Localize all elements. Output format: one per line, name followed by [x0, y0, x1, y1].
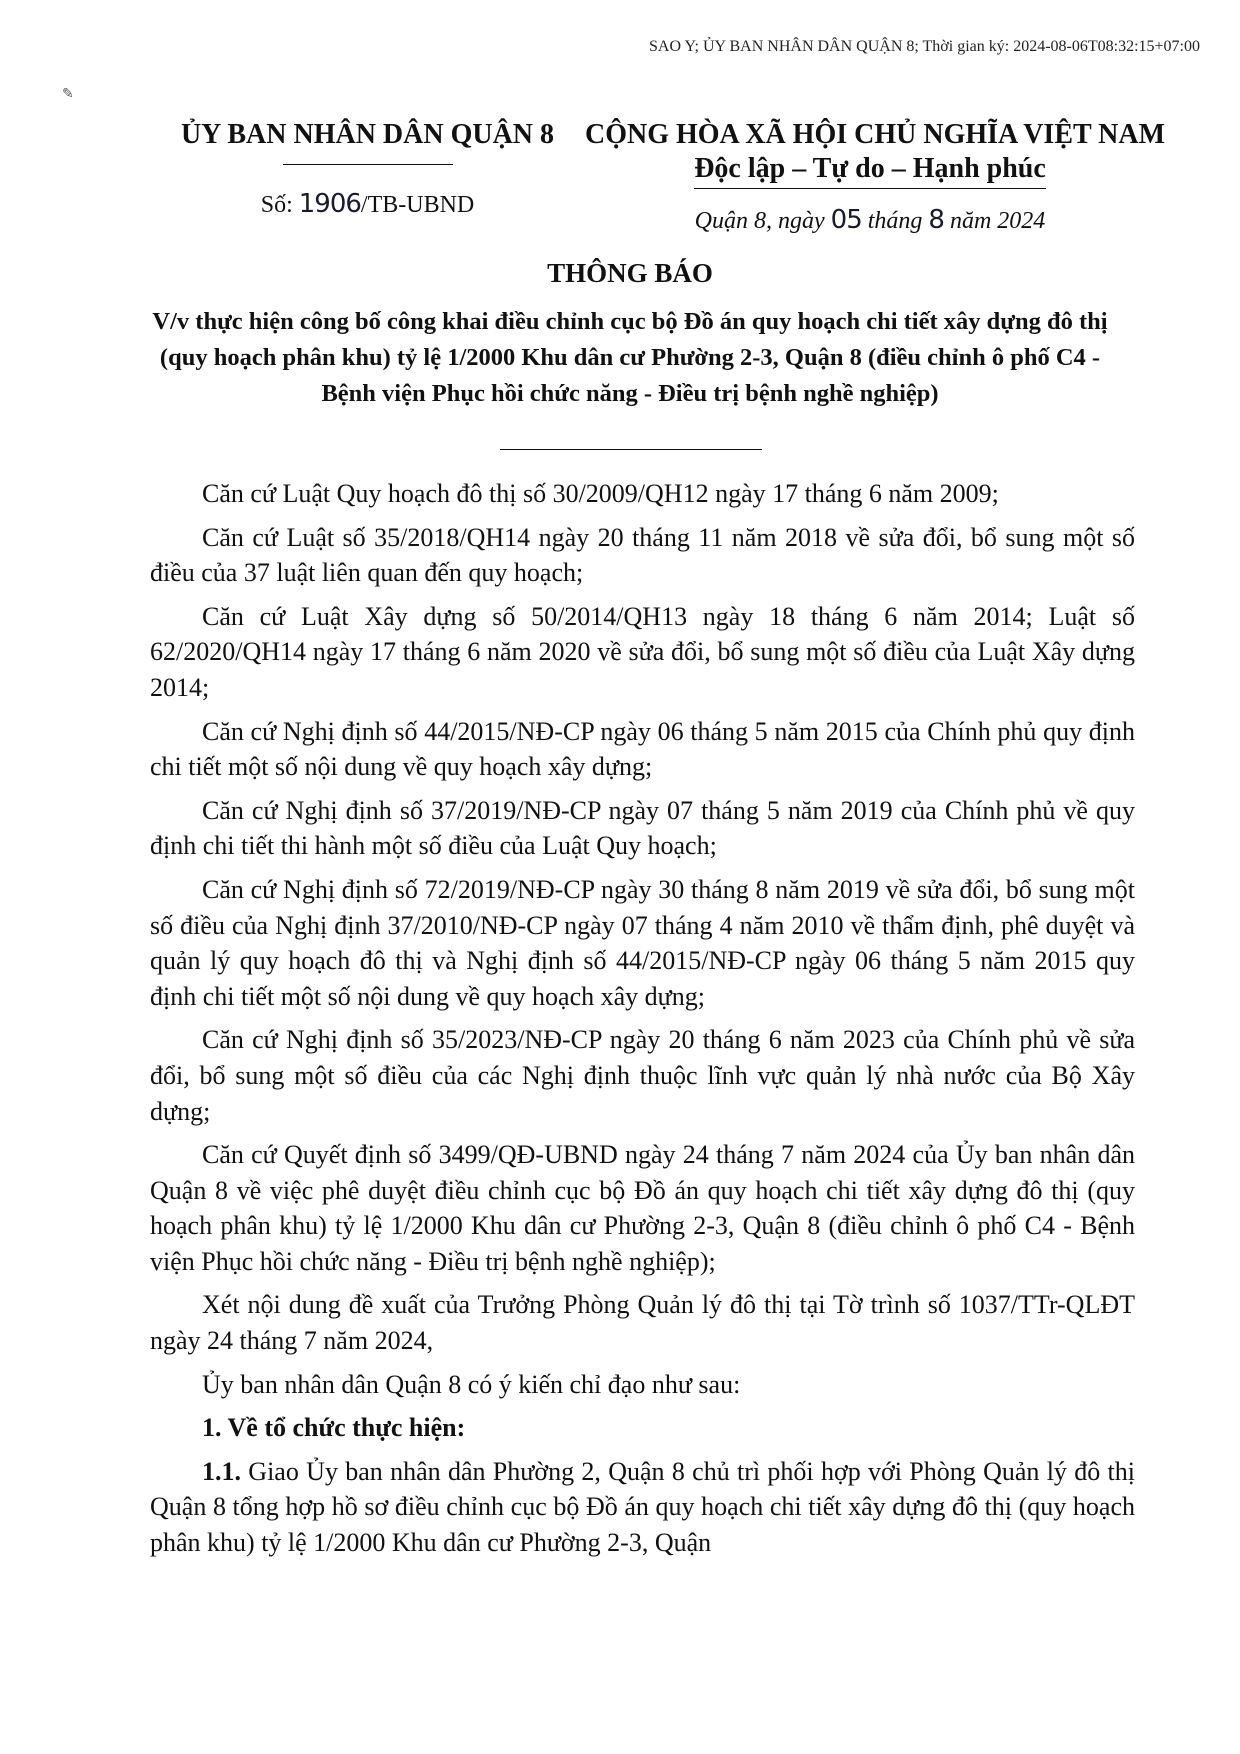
- issuing-org: ỦY BAN NHÂN DÂN QUẬN 8: [180, 119, 555, 150]
- item-1-1: [150, 1454, 1135, 1561]
- legal-basis-3: Căn cứ Luật Xây dựng số 50/2014/QH13 ngày 18 tháng 6 năm 2014; Luật số 62/2020/QH14 ngày 17 tháng 6 năm 2020 về sửa đổi, bổ sung một số điều của Luật Xây dựng 2014;: [150, 601, 1135, 702]
- date-year: năm 2024: [943, 208, 1046, 234]
- document-subject: V/v thực hiện công bố công khai điều chỉnh cục bộ Đồ án quy hoạch chi tiết xây dựng đô thị (quy hoạch phân khu) tỷ lệ 1/2000 Khu dân cư Phường 2-3, Quận 8 (điều chỉnh ô phố C4 - Bệnh viện Phục hồi chức năng - Điều trị bệnh nghề nghiệp): [152, 308, 1108, 407]
- signature-stamp: SAO Y; ỦY BAN NHÂN DÂN QUẬN 8; Thời gian ký: 2024-08-06T08:32:15+07:00: [649, 38, 1200, 55]
- date-day-handwritten: 05: [830, 205, 862, 235]
- section-1-heading: 1. Về tổ chức thực hiện:: [202, 1413, 466, 1443]
- date-month-label: tháng: [861, 208, 929, 234]
- item-1-1-text: Giao Ủy ban nhân dân Phường 2, Quận 8 chủ trì phối hợp với Phòng Quản lý đô thị Quận 8 tổng hợp hồ sơ điều chỉnh cục bộ Đồ án quy hoạch chi tiết xây dựng đô thị (quy hoạch phân khu) tỷ lệ 1/2000 Khu dân cư Phường 2-3, Quận: [150, 1456, 1135, 1558]
- document-number: [150, 189, 585, 219]
- scan-speck: ✎: [62, 87, 74, 102]
- subject-underline: [500, 449, 762, 450]
- legal-basis-6: Căn cứ Nghị định số 72/2019/NĐ-CP ngày 30 tháng 8 năm 2019 về sửa đổi, bổ sung một số điều của Nghị định 37/2010/NĐ-CP ngày 07 tháng 4 năm 2010 về thẩm định, phê duyệt và quản lý quy hoạch đô thị và Nghị định số 44/2015/NĐ-CP ngày 06 tháng 5 năm 2015 quy định chi tiết một số nội dung về quy hoạch xây dựng;: [150, 874, 1135, 1011]
- legal-basis-2: Căn cứ Luật số 35/2018/QH14 ngày 20 tháng 11 năm 2018 về sửa đổi, bổ sung một số điều của 37 luật liên quan đến quy hoạch;: [150, 522, 1135, 588]
- header-right: [585, 118, 1166, 235]
- document-title: THÔNG BÁO: [547, 258, 713, 288]
- document-body: [150, 476, 1135, 1569]
- legal-basis-4: Căn cứ Nghị định số 44/2015/NĐ-CP ngày 06 tháng 5 năm 2015 của Chính phủ quy định chi tiết một số nội dung về quy hoạch xây dựng;: [150, 716, 1135, 782]
- org-underline: [283, 164, 453, 165]
- date-place: Quận 8, ngày: [694, 208, 831, 234]
- item-1-1-number: 1.1.: [202, 1456, 241, 1486]
- legal-basis-7: Căn cứ Nghị định số 35/2023/NĐ-CP ngày 20 tháng 6 năm 2023 của Chính phủ về sửa đổi, bổ sung một số điều của các Nghị định thuộc lĩnh vực quản lý nhà nước của Bộ Xây dựng;: [150, 1025, 1135, 1126]
- header-left: [150, 118, 585, 219]
- national-title: CỘNG HÒA XÃ HỘI CHỦ NGHĨA VIỆT NAM: [585, 119, 1166, 150]
- date-month-handwritten: 8: [928, 205, 944, 235]
- directive-intro: Ủy ban nhân dân Quận 8 có ý kiến chỉ đạo như sau:: [202, 1369, 741, 1399]
- document-date: [585, 205, 1155, 235]
- national-motto: Độc lập – Tự do – Hạnh phúc: [694, 152, 1046, 189]
- doc-no-handwritten: 1906: [298, 189, 361, 219]
- doc-no-suffix: /TB-UBND: [360, 192, 475, 218]
- legal-basis-5: Căn cứ Nghị định số 37/2019/NĐ-CP ngày 07 tháng 5 năm 2019 của Chính phủ về quy định chi tiết thi hành một số điều của Luật Quy hoạch;: [150, 795, 1135, 861]
- doc-no-prefix: Số:: [260, 192, 299, 218]
- legal-basis-1: Căn cứ Luật Quy hoạch đô thị số 30/2009/QH12 ngày 17 tháng 6 năm 2009;: [202, 479, 999, 508]
- legal-basis-8: Căn cứ Quyết định số 3499/QĐ-UBND ngày 24 tháng 7 năm 2024 của Ủy ban nhân dân Quận 8 về việc phê duyệt điều chỉnh cục bộ Đồ án quy hoạch chi tiết xây dựng đô thị (quy hoạch phân khu) tỷ lệ 1/2000 Khu dân cư Phường 2-3, Quận 8 (điều chỉnh ô phố C4 - Bệnh viện Phục hồi chức năng - Điều trị bệnh nghề nghiệp);: [150, 1140, 1135, 1276]
- proposal-paragraph: Xét nội dung đề xuất của Trưởng Phòng Quản lý đô thị tại Tờ trình số 1037/TTr-QLĐT ngày 24 tháng 7 năm 2024,: [150, 1290, 1135, 1356]
